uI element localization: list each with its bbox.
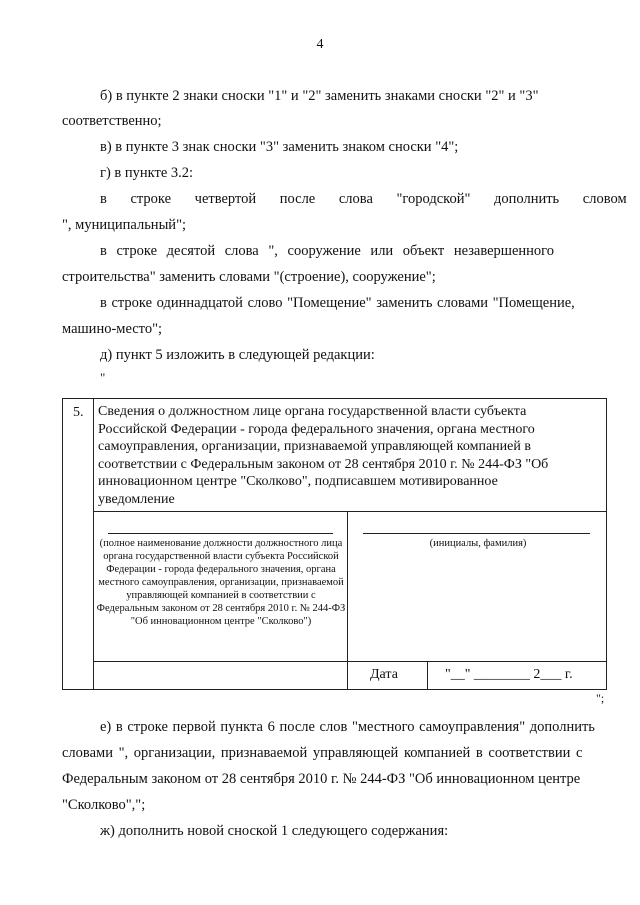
paragraph-d: д) пункт 5 изложить в следующей редакции: <box>100 347 375 363</box>
date-value: "__" ________ 2___ г. <box>445 667 573 682</box>
position-signature-line <box>108 533 333 534</box>
title-separator <box>93 511 606 512</box>
position-caption: (полное наименование должности должностного лица органа государственной власти субъекта Российской Федерации - города федерального значения, органа местного самоуправления, организации, признаваемой управляющей компанией в соответствии с Федеральным законом от 28 сентября 2010 г. № 244-ФЗ "Об инновационном центре "Сколково") <box>96 538 346 627</box>
page-number: 4 <box>316 37 324 52</box>
date-row-separator <box>93 661 606 662</box>
paragraph-e-cont-2: Федеральным законом от 28 сентября 2010 г. № 244-ФЗ "Об инновационном центре <box>62 771 581 787</box>
open-quote: " <box>100 370 106 385</box>
close-quote: "; <box>596 691 605 705</box>
form-table <box>62 398 607 690</box>
paragraph-g-2-cont: строительства" заменить словами "(строение), сооружение"; <box>62 269 436 285</box>
table-title: Сведения о должностном лице органа государственной власти субъекта Российской Федерации - города федерального значения, органа местного самоуправления, организации, признаваемой управляющей компанией в соответствии с Федеральным законом от 28 сентября 2010 г. № 244-ФЗ "Об инновационном центре "Сколково", подписавшем мотивированное уведомление <box>98 404 549 507</box>
paragraph-g-3-cont: машино-место"; <box>62 321 163 337</box>
paragraph-g-1: в строке четвертой после слова "городской" дополнить словом <box>100 191 627 207</box>
date-label: Дата <box>370 667 398 682</box>
signature-divider <box>347 511 348 689</box>
paragraph-e-cont-3: "Сколково","; <box>62 797 146 813</box>
paragraph-g-3: в строке одиннадцатой слово "Помещение" заменить словами "Помещение, <box>100 295 575 311</box>
paragraph-e: е) в строке первой пункта 6 после слов "местного самоуправления" дополнить <box>100 719 595 735</box>
paragraph-g-2: в строке десятой слова ", сооружение или объект незавершенного <box>100 243 555 259</box>
column-divider <box>93 399 94 689</box>
name-signature-line <box>363 533 590 534</box>
row-number: 5. <box>73 405 84 420</box>
paragraph-b-text: б) в пункте 2 знаки сноски "1" и "2" заменить знаками сноски "2" и "3" <box>100 88 539 104</box>
paragraph-b <box>100 87 606 105</box>
paragraph-e-cont-1: словами ", организации, признаваемой управляющей компанией в соответствии с <box>62 745 583 761</box>
date-divider <box>427 661 428 689</box>
paragraph-zh: ж) дополнить новой сноской 1 следующего содержания: <box>100 823 449 839</box>
paragraph-b-cont: соответственно; <box>62 113 162 129</box>
name-caption: (инициалы, фамилия) <box>429 538 527 549</box>
paragraph-v: в) в пункте 3 знак сноски "3" заменить знаком сноски "4"; <box>100 139 459 155</box>
paragraph-g: г) в пункте 3.2: <box>100 165 194 181</box>
paragraph-g-1-cont: ", муниципальный"; <box>62 217 187 233</box>
